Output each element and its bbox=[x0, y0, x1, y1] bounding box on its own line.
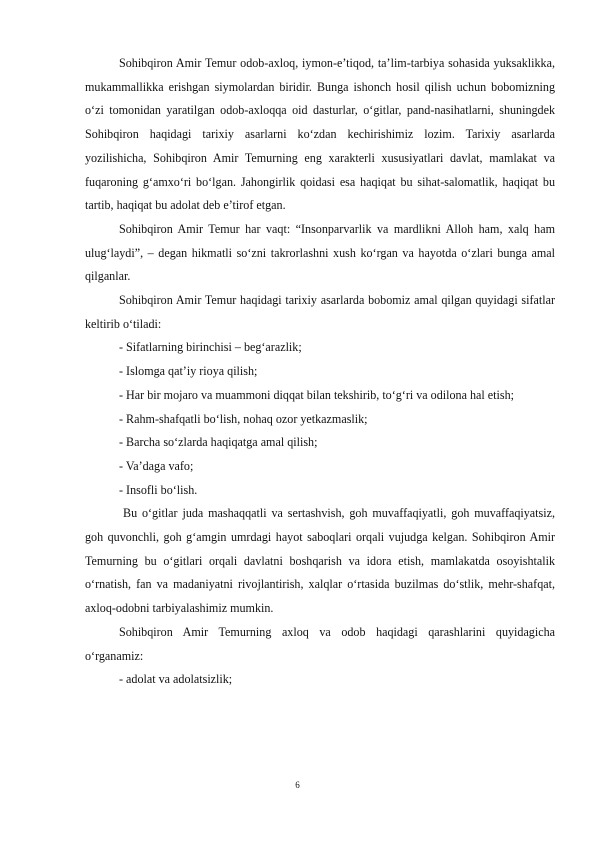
page-number: 6 bbox=[295, 780, 300, 790]
list-item: - Insofli bo‘lish. bbox=[119, 482, 198, 497]
list-item: - Sifatlarning birinchisi – beg‘arazlik; bbox=[119, 340, 302, 355]
list-item: - Barcha so‘zlarda haqiqatga amal qilish; bbox=[119, 435, 318, 450]
paragraph-3: Sohibqiron Amir Temur haqidagi tarixiy asarlarda bobomiz amal qilgan quyidagi sifatlar keltirib o‘tiladi: bbox=[85, 293, 555, 331]
list-item: - Har bir mojaro va muammoni diqqat bilan tekshirib, to‘g‘ri va odilona hal etish; bbox=[119, 387, 514, 402]
list-item: - Islomga qat’iy rioya qilish; bbox=[119, 364, 258, 379]
list-item: - Va’daga vafo; bbox=[119, 458, 194, 473]
paragraph-4: Bu o‘gitlar juda mashaqqatli va sertashvish, goh muvaffaqiyatli, goh muvaffaqiyatsiz, goh quvonchli, goh g‘amgin umrdagi hayot saboqlari orqali vujudga kelgan. Sohibqiron Amir Temurning bu o‘gitlari orqali davlatni boshqarish va idora etish, mamlakatda osoyishtalik o‘rnatish, fan va madaniyatni rivojlantirish, xalqlar o‘rtasida buzilmas do‘stlik, mehr-shafqat, axloq-odobni tarbiyalashimiz mumkin. bbox=[85, 506, 555, 616]
paragraph-1: Sohibqiron Amir Temur odob-axloq, iymon-e’tiqod, ta’lim-tarbiya sohasida yuksaklikka, mukammallikka erishgan siymolardan biridir. Bunga ishonch hosil qilish uchun bobomizning o‘zi tomonidan yaratilgan odob-axloqqa oid dasturlar, o‘gitlar, pand-nasihatlarni, shuningdek Sohibqiron haqidagi tarixiy asarlarni ko‘zdan kechirishimiz lozim. Tarixiy asarlarda yozilishicha, Sohibqiron Amir Temurning eng xarakterli xususiyatlari davlat, mamlakat va fuqaroning g‘amxo‘ri bo‘lgan. Jahongirlik qoidasi esa haqiqat bu sihat-salomatlik, haqiqat bu tartib, haqiqat bu adolat deb e’tirof etgan. bbox=[85, 56, 555, 213]
document-body bbox=[85, 52, 555, 692]
paragraph-2: Sohibqiron Amir Temur har vaqt: “Insonparvarlik va mardlikni Alloh ham, xalq ham ulug‘laydi”, – degan hikmatli so‘zni takrorlashni xush ko‘rgan va hayotda o‘zlari bunga amal qilganlar. bbox=[85, 221, 555, 284]
paragraph-5: Sohibqiron Amir Temurning axloq va odob haqidagi qarashlarini quyidagicha o‘rganamiz: bbox=[85, 624, 555, 663]
list-item: - Rahm-shafqatli bo‘lish, nohaq ozor yetkazmaslik; bbox=[119, 411, 368, 426]
list-item: - adolat va adolatsizlik; bbox=[119, 672, 233, 687]
